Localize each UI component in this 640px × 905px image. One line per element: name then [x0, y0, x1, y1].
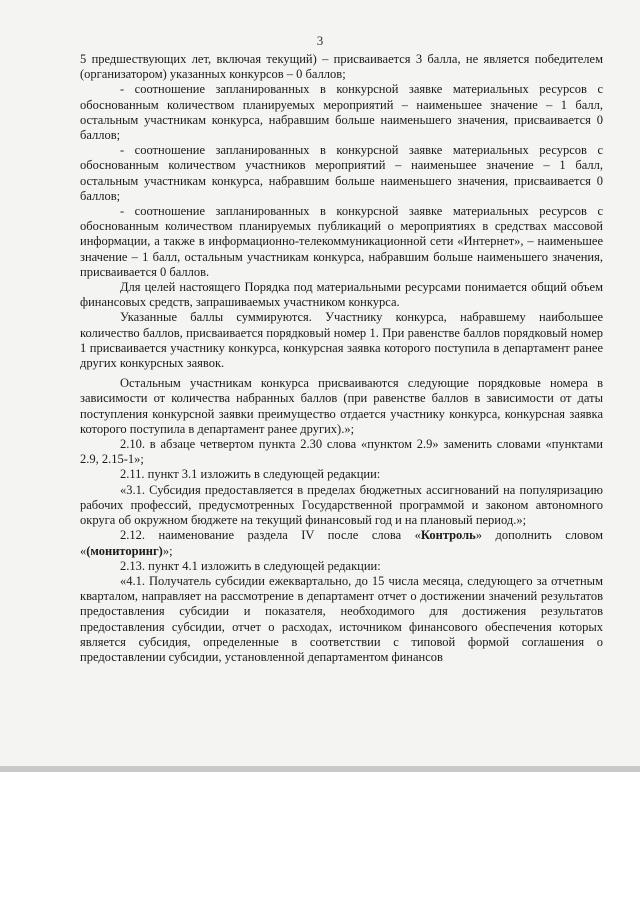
item-2-12-middle: » дополнить словом «: [80, 528, 603, 558]
paragraph-criterion-participants: - соотношение запланированных в конкурсной заявке материальных ресурсов с обоснованным количеством участников мероприятий – наименьшее значение – 1 балл, остальным участникам конкурса, набравшим больше наименьшего значения, присваивается 0 баллов;: [80, 143, 603, 203]
paragraph-criterion-events: - соотношение запланированных в конкурсной заявке материальных ресурсов с обоснованным количеством планируемых мероприятий – наименьшее значение – 1 балл, остальным участникам конкурса, набравшим больше наименьшего значения, присваивается 0 баллов;: [80, 82, 603, 143]
page-number: 3: [316, 33, 324, 48]
paragraph-material-resources: Для целей настоящего Порядка под материальными ресурсами понимается общий объем финансовых средств, запрашиваемых участником конкурса.: [80, 280, 603, 310]
paragraph-item-2-11: 2.11. пункт 3.1 изложить в следующей редакции:: [120, 467, 381, 482]
paragraph-other-participants: Остальным участникам конкурса присваиваются следующие порядковые номера в зависимости от количества набранных баллов (при равенстве баллов в зависимости от даты поступления конкурсной заявки преимущество отдается участнику конкурса, конкурсная заявка которого поступила в департамент ранее других).»;: [80, 376, 603, 436]
word-control: Контроль: [420, 528, 476, 543]
item-2-12-suffix: »;: [162, 543, 173, 558]
item-2-12-prefix: 2.12. наименование раздела IV после слова «: [120, 528, 421, 543]
paragraph-item-2-13: 2.13. пункт 4.1 изложить в следующей редакции:: [120, 558, 381, 573]
word-monitoring: (мониторинг): [86, 543, 163, 558]
paragraph-clause-3-1: «3.1. Субсидия предоставляется в пределах бюджетных ассигнований на популяризацию рабочих профессий, предусмотренных Государственной программой и законом автономного округа об окружном бюджете на текущий финансовый год и на плановый период.»;: [80, 482, 603, 528]
paragraph-item-2-12: [80, 528, 603, 558]
paragraph-points-summed: Указанные баллы суммируются. Участнику конкурса, набравшему наибольшее количество баллов, присваивается порядковый номер 1. При равенстве баллов порядковый номер 1 присваивается участнику конкурса, конкурсная заявка которого поступила в департамент ранее других конкурсных заявок.: [80, 310, 603, 371]
paragraph-item-2-10: 2.10. в абзаце четвертом пункта 2.30 слова «пунктом 2.9» заменить словами «пунктами 2.9, 2.15-1»;: [80, 437, 603, 467]
paragraph-criterion-publications: - соотношение запланированных в конкурсной заявке материальных ресурсов с обоснованным количеством планируемых публикаций о мероприятиях в средствах массовой информации, а также в информационно-телекоммуникационной сети «Интернет», – наименьшее значение – 1 балл, остальным участникам конкурса, набравшим больше наименьшего значения, присваивается 0 баллов.: [80, 204, 603, 279]
paragraph-clause-4-1: «4.1. Получатель субсидии ежеквартально, до 15 числа месяца, следующего за отчетным кварталом, направляет на рассмотрение в департамент отчет о достижении значений результатов предоставления субсидии и показателя, необходимого для достижения результатов предоставления субсидии, отчет о расходах, источником финансового обеспечения которых является субсидия, определенные в соответствии с типовой формой соглашения о предоставлении субсидии, установленной департаментом финансов: [80, 573, 603, 664]
paragraph-continuation: 5 предшествующих лет, включая текущий) – присваивается 3 балла, не является победителем (организатором) указанных конкурсов – 0 баллов;: [80, 52, 603, 82]
document-body: [80, 52, 603, 665]
